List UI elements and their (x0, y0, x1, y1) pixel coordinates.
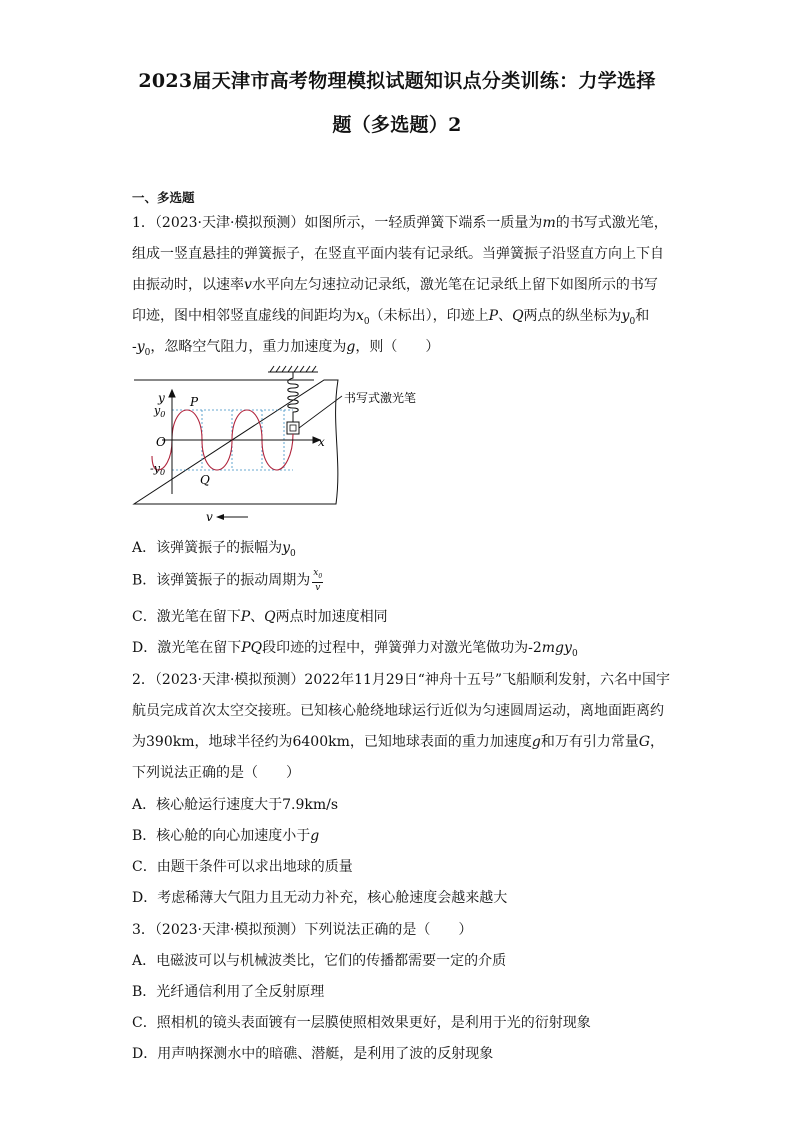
q1-line1: 1．（2023·天津·模拟预测）如图所示，一轻质弹簧下端系一质量为m的书写式激光笔， (132, 215, 668, 231)
q1-line2: 组成一竖直悬挂的弹簧振子，在竖直平面内装有记录纸。当弹簧振子沿竖直方向上下自 (132, 246, 664, 262)
q1-line4: 印迹，图中相邻竖直虚线的间距均为$x_0$（未标出），印迹上P、Q两点的纵坐标为$y_0$和 (132, 308, 650, 327)
neg-y0-label: $-y_0$ (150, 462, 166, 477)
point-q-label: Q (200, 473, 210, 487)
q3-option-a[interactable]: A．电磁波可以与机械波类比，它们的传播都需要一定的介质 (132, 953, 507, 969)
spring-oscillator-figure (128, 364, 448, 526)
q2-option-d[interactable]: D．考虑稀薄大气阻力且无动力补充，核心舱速度会越来越大 (132, 890, 508, 906)
q3-line1: 3．（2023·天津·模拟预测）下列说法正确的是（ ） (132, 922, 473, 938)
pen-label: 书写式激光笔 (344, 391, 417, 405)
q1-option-d[interactable]: D．激光笔在留下PQ段印迹的过程中，弹簧弹力对激光笔做功为-2mgy$_0$ (132, 640, 578, 659)
point-p-label: P (190, 395, 199, 409)
q1-line5: $-y_0$，忽略空气阻力，重力加速度为g，则（ ） (132, 339, 440, 358)
q1-line3: 由振动时，以速率v水平向左匀速拉动记录纸，激光笔在记录纸上留下如图所示的书写 (132, 277, 658, 293)
section-heading: 一、多选题 (132, 190, 195, 205)
q1-option-b[interactable]: B．该弹簧振子的振动周期为 $\frac{x_0}{v}$ (132, 568, 323, 593)
q3-option-d[interactable]: D．用声呐探测水中的暗礁、潜艇，是利用了波的反射现象 (132, 1046, 494, 1062)
laser-pen (287, 422, 299, 434)
y0-label: $y_0$ (154, 404, 166, 419)
fraction-x0-over-v: $\frac{x_0}{v}$ (313, 568, 323, 593)
page-title-line1: 2023届天津市高考物理模拟试题知识点分类训练：力学选择 (138, 70, 656, 92)
q2-line2: 航员完成首次太空交接班。已知核心舱绕地球运行近似为匀速圆周运动，离地面距离约 (132, 703, 664, 719)
q1-option-c[interactable]: C．激光笔在留下P、Q两点时加速度相同 (132, 609, 388, 625)
y-axis-label: y (158, 391, 165, 405)
q3-option-b[interactable]: B．光纤通信利用了全反射原理 (132, 984, 325, 1000)
q2-line3: 为390km，地球半径约为6400km，已知地球表面的重力加速度g和万有引力常量G， (132, 734, 665, 750)
origin-label: O (156, 435, 166, 449)
q2-option-b[interactable]: B．核心舱的向心加速度小于g (132, 828, 320, 844)
page-title-line2: 题（多选题）2 (332, 114, 462, 136)
x-axis-label: x (318, 435, 325, 449)
q2-option-a[interactable]: A．核心舱运行速度大于7.9km/s (132, 797, 339, 813)
ceiling-hatch (268, 366, 318, 372)
q3-option-c[interactable]: C．照相机的镜头表面镀有一层膜使照相效果更好，是利用于光的衍射现象 (132, 1015, 591, 1031)
q2-line4: 下列说法正确的是（ ） (132, 765, 300, 781)
q2-line1: 2．（2023·天津·模拟预测）2022年11月29日“神舟十五号”飞船顺利发射，六名中国宇 (132, 672, 671, 688)
axes (162, 390, 320, 494)
velocity-label: v (206, 510, 213, 524)
q1-option-a[interactable]: A．该弹簧振子的振幅为$y_0$ (132, 540, 296, 559)
velocity-arrow-icon (216, 514, 224, 520)
q2-option-c[interactable]: C．由题干条件可以求出地球的质量 (132, 859, 353, 875)
